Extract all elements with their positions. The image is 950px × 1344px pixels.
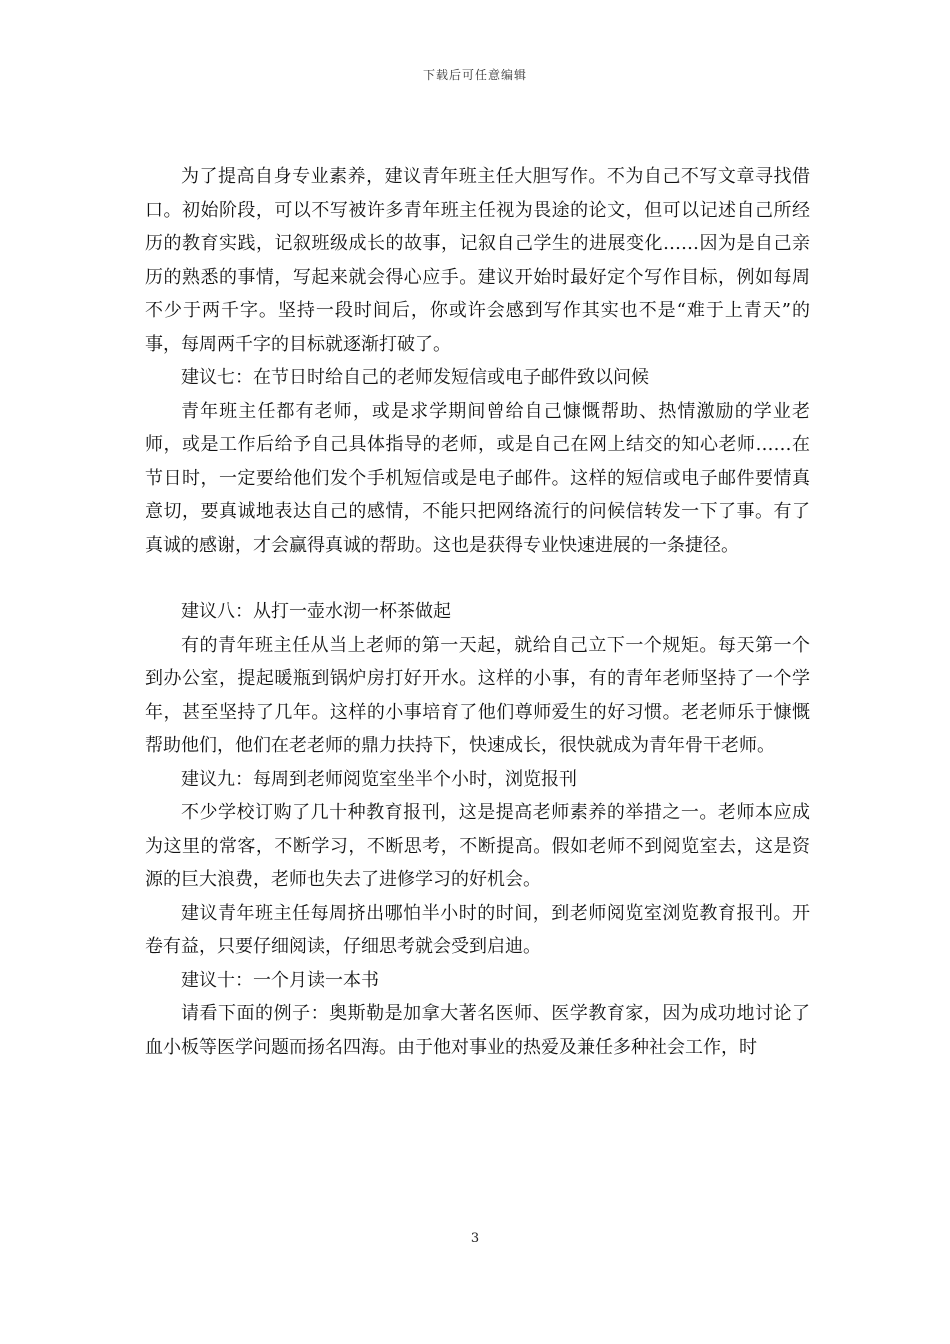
paragraph-writing-advice: 为了提高自身专业素养，建议青年班主任大胆写作。不为自己不写文章寻找借口。初始阶段，可以不写被许多青年班主任视为畏途的论文，但可以记述自己所经历的教育实践，记叙班级成长的故事，记叙自己学生的进展变化……因为是自己亲历的熟悉的事情，写起来就会得心应手。建议开始时最好定个写作目标，例如每周不少于两千字。坚持一段时间后，你或许会感到写作其实也不是“难于上青天”的事，每周两千字的目标就逐渐打破了。 <box>145 166 810 355</box>
heading-advice-seven: 建议七：在节日时给自己的老师发短信或电子邮件致以问候 <box>181 367 649 388</box>
paragraph-advice-ten: 请看下面的例子：奥斯勒是加拿大著名医师、医学教育家，因为成功地讨论了血小板等医学问题而扬名四海。由于他对事业的热爱及兼任多种社会工作，时 <box>145 1003 810 1058</box>
page-header: 下载后可任意编辑 <box>422 68 527 82</box>
heading-advice-nine: 建议九：每周到老师阅览室坐半个小时，浏览报刊 <box>181 768 577 790</box>
paragraph-advice-nine-b: 建议青年班主任每周挤出哪怕半小时的时间，到老师阅览室浏览教育报刊。开卷有益，只要仔细阅读，仔细思考就会受到启迪。 <box>145 902 810 957</box>
heading-advice-eight: 建议八：从打一壶水沏一杯茶做起 <box>181 601 451 622</box>
paragraph-advice-eight: 有的青年班主任从当上老师的第一天起，就给自己立下一个规矩。每天第一个到办公室，提起暖瓶到锅炉房打好开水。这样的小事，有的青年老师坚持了一个学年，甚至坚持了几年。这样的小事培育了他们尊师爱生的好习惯。老老师乐于慷慨帮助他们，他们在老老师的鼎力扶持下，快速成长，很快就成为青年骨干老师。 <box>145 634 810 756</box>
heading-advice-ten: 建议十：一个月读一本书 <box>181 969 379 991</box>
paragraph-advice-seven: 青年班主任都有老师，或是求学期间曾给自己慷慨帮助、热情激励的学业老师，或是工作后给予自己具体指导的老师，或是自己在网上结交的知心老师……在节日时，一定要给他们发个手机短信或是电子邮件。这样的短信或电子邮件要情真意切，要真诚地表达自己的感情，不能只把网络流行的问候信转发一下了事。有了真诚的感谢，才会赢得真诚的帮助。这也是获得专业快速进展的一条捷径。 <box>145 400 810 556</box>
paragraph-advice-nine-a: 不少学校订购了几十种教育报刊，这是提高老师素养的举措之一。老师本应成为这里的常客，不断学习，不断思考，不断提高。假如老师不到阅览室去，这是资源的巨大浪费，老师也失去了进修学习的好机会。 <box>145 802 810 890</box>
page-number: 3 <box>470 1231 480 1246</box>
document-body <box>145 160 810 1064</box>
